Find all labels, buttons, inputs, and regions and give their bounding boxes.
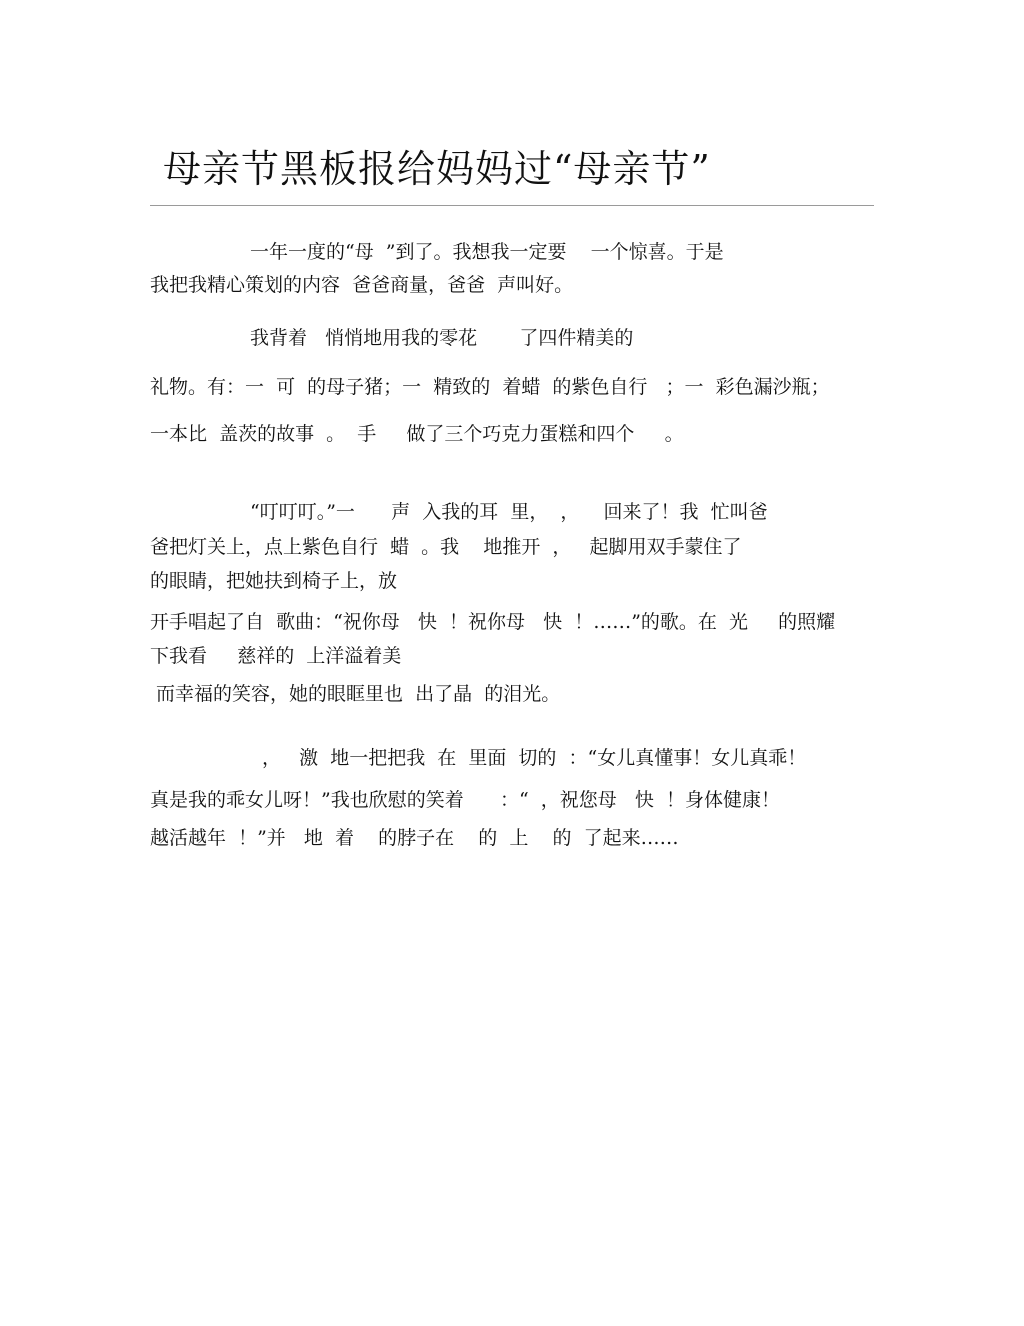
text-line: 开手唱起了自 歌曲：“祝你母 快 ！祝你母 快 ！……”的歌。在 光 的照耀 bbox=[150, 611, 836, 633]
text-line: 真是我的乖女儿呀！”我也欣慰的笑着 ：“ ，祝您母 快 ！身体健康！ bbox=[150, 789, 780, 811]
text-line: 一年一度的“母 ”到了。我想我一定要 一个惊喜。于是 bbox=[250, 241, 724, 263]
text-line: 我把我精心策划的内容 爸爸商量，爸爸 声叫好。 bbox=[150, 274, 574, 296]
text-line: 爸把灯关上，点上紫色自行 蜡 。我 地推开 ， 起脚用双手蒙住了 bbox=[150, 536, 742, 558]
text-line: ， 激 地一把把我 在 里面 切的 ：“女儿真懂事！女儿真乖！ bbox=[262, 747, 807, 769]
text-line: “叮叮叮。”一 声 入我的耳 里， ， 回来了！我 忙叫爸 bbox=[250, 501, 768, 523]
text-line: 一本比 盖茨的故事 。 手 做了三个巧克力蛋糕和四个 。 bbox=[150, 423, 684, 445]
text-line: 下我看 慈祥的 上洋溢着美 bbox=[150, 645, 402, 667]
title-divider bbox=[150, 205, 874, 206]
document-title: 母亲节黑板报给妈妈过“母亲节” bbox=[163, 147, 711, 191]
text-line: 而幸福的笑容，她的眼眶里也 出了晶 的泪光。 bbox=[150, 683, 561, 705]
text-line: 的眼睛，把她扶到椅子上，放 bbox=[150, 570, 398, 592]
text-line: 我背着 悄悄地用我的零花 了四件精美的 bbox=[250, 327, 634, 349]
text-line: 礼物。有：一 可 的母子猪；一 精致的 着蜡 的紫色自行 ；一 彩色漏沙瓶； bbox=[150, 376, 830, 398]
text-line: 越活越年 ！”并 地 着 的脖子在 的 上 的 了起来…… bbox=[150, 827, 679, 849]
